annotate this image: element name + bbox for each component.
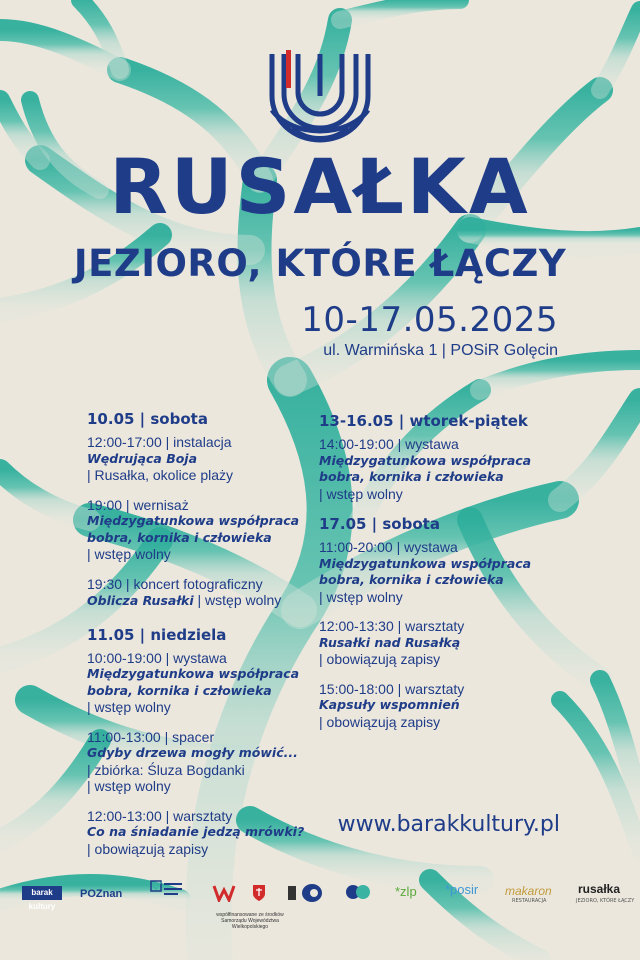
event-info: | wstęp wolny (319, 485, 403, 502)
schedule-event (319, 539, 545, 605)
event-time: 11:00-13:00 | spacer (87, 728, 215, 745)
event-time: 14:00-19:00 | wystawa (319, 436, 459, 452)
event-info: | wstęp wolny (87, 546, 171, 562)
posir-logo: *posir (445, 882, 479, 897)
partner-mark-icon (288, 886, 296, 900)
event-name: Kapsuły wspomnień (319, 697, 460, 712)
makaron-logo: makaron (505, 884, 552, 898)
event-address: ul. Warmińska 1 | POSiR Golęcin (323, 342, 558, 359)
logo-emblem-icon (262, 50, 378, 144)
event-time: 12:00-17:00 | instalacja (87, 434, 232, 450)
event-name: Międzygatunkowa współpraca (319, 452, 532, 468)
coat-of-arms-icon (252, 884, 266, 902)
wielkopolska-logo-icon (212, 884, 236, 902)
event-name: Gdyby drzewa mogły mówić... (87, 745, 298, 760)
funding-note: współfinansowane ze środków Samorządu Województwa Wielkopolskiego (216, 912, 284, 930)
event-info: | Rusałka, okolice plaży (87, 467, 234, 483)
event-info: | obowiązują zapisy (319, 713, 441, 730)
day-heading: 13-16.05 | wtorek-piątek (319, 412, 528, 430)
schedule-event (87, 497, 313, 563)
event-time: 19:00 | wernisaż (87, 496, 189, 513)
event-name: bobra, kornika i człowieka (319, 469, 504, 484)
fund-logo-icon (150, 880, 184, 906)
schedule-event (319, 681, 545, 731)
poznan-logo: POZnan (80, 888, 123, 900)
rusalka-logo: rusałka (578, 882, 621, 896)
event-name: Co na śniadanie jedzą mrówki? (87, 824, 305, 839)
makaron-subtitle: RESTAURACJA (512, 898, 547, 904)
website-link[interactable]: www.barakkultury.pl (337, 812, 560, 837)
event-time: 15:00-18:00 | warsztaty (319, 680, 465, 697)
event-subtitle: JEZIORO, KTÓRE ŁĄCZY (73, 242, 567, 285)
dual-circle-logo-icon (345, 884, 371, 900)
event-name: Wędrująca Boja (87, 450, 198, 466)
schedule-event (87, 729, 313, 795)
schedule-event (319, 618, 545, 668)
event-name: bobra, kornika i człowieka (87, 529, 272, 545)
zlp-logo: *zlp (395, 884, 417, 899)
event-info: | wstęp wolny (87, 778, 171, 794)
schedule-event (87, 650, 313, 716)
event-name: Międzygatunkowa współpraca (87, 666, 300, 681)
circle-logo-icon (302, 884, 322, 902)
event-name: bobra, kornika i człowieka (319, 572, 504, 587)
event-name: Międzygatunkowa współpraca (87, 513, 300, 528)
event-title: RUSAŁKA (109, 142, 531, 231)
schedule-event (87, 808, 313, 858)
event-time: 11:00-20:00 | wystawa (319, 539, 458, 555)
schedule-left-column (87, 410, 313, 870)
event-name: bobra, kornika i człowieka (87, 682, 272, 698)
event-name: Rusałki nad Rusałką (319, 634, 461, 650)
event-info: | wstęp wolny (87, 699, 171, 715)
barak-kultury-logo: barak kultury (22, 886, 62, 900)
schedule-event (319, 436, 545, 502)
schedule-event (87, 576, 313, 610)
event-info: | zbiórka: Śluza Bogdanki (87, 761, 245, 778)
day-heading: 17.05 | sobota (319, 515, 440, 533)
event-time: 12:00-13:00 | warsztaty (87, 807, 233, 824)
event-info: | obowiązują zapisy (87, 840, 209, 857)
day-heading: 11.05 | niedziela (87, 625, 227, 644)
schedule-right-column (319, 412, 545, 743)
event-time: 19:30 | koncert fotograficzny (87, 575, 263, 592)
event-time: 12:00-13:30 | warsztaty (319, 618, 465, 634)
event-info: | wstęp wolny (193, 592, 282, 608)
event-time: 10:00-19:00 | wystawa (87, 649, 227, 666)
event-name: Międzygatunkowa współpraca (319, 555, 532, 571)
rusalka-subtitle: JEZIORO, KTÓRE ŁĄCZY (576, 898, 635, 904)
day-heading: 10.05 | sobota (87, 410, 208, 428)
event-info: | wstęp wolny (319, 588, 403, 605)
event-info: | obowiązują zapisy (319, 651, 441, 667)
event-name: Oblicza Rusałki (87, 593, 194, 608)
schedule-event (87, 434, 313, 484)
event-dates: 10-17.05.2025 (301, 300, 558, 340)
partner-logos (0, 878, 640, 938)
